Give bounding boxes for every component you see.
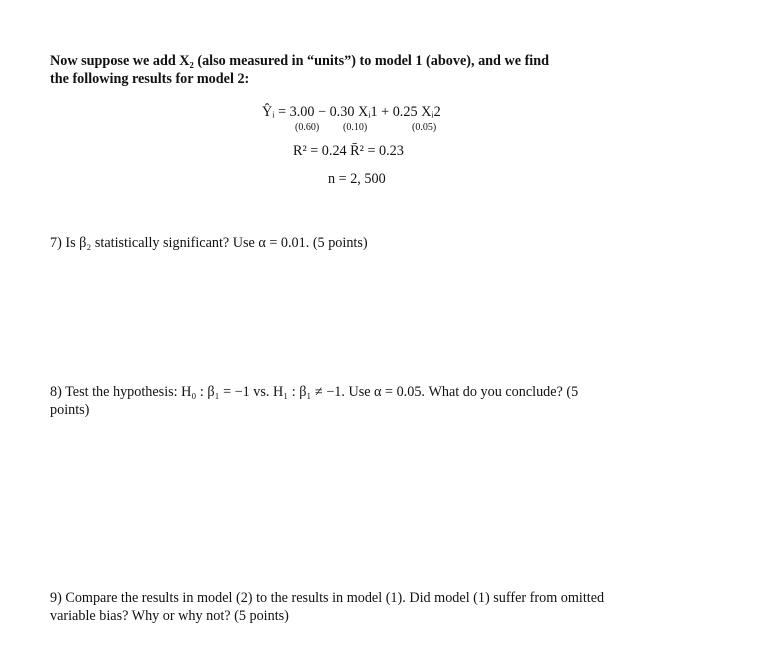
- standard-error-x2: (0.05): [412, 122, 437, 133]
- sample-size-line: n = 2, 500: [328, 171, 386, 187]
- standard-error-x1: (0.10): [343, 122, 368, 133]
- r-squared-line: R² = 0.24 R̄² = 0.23: [293, 143, 404, 159]
- standard-error-intercept: (0.60): [295, 122, 320, 133]
- question-8-line-2: points): [50, 402, 90, 418]
- question-7: 7) Is β₂ statistically significant? Use α = 0.01. (5 points): [50, 235, 368, 251]
- intro-line-1: Now suppose we add X₂ (also measured in “units”) to model 1 (above), and we find: [50, 53, 550, 69]
- regression-equation: Ŷᵢ = 3.00 − 0.30 Xᵢ1 + 0.25 Xᵢ2: [262, 104, 441, 120]
- question-9: [50, 589, 690, 625]
- intro-paragraph: [50, 52, 690, 88]
- intro-line-2: the following results for model 2:: [50, 71, 250, 87]
- question-9-line-2: variable bias? Why or why not? (5 points): [50, 608, 289, 624]
- question-8-line-1: 8) Test the hypothesis: H₀ : β₁ = −1 vs. H₁ : β₁ ≠ −1. Use α = 0.05. What do you conclude? (5: [50, 384, 579, 400]
- question-8: [50, 383, 690, 419]
- question-9-line-1: 9) Compare the results in model (2) to the results in model (1). Did model (1) suffer from omitted: [50, 590, 605, 606]
